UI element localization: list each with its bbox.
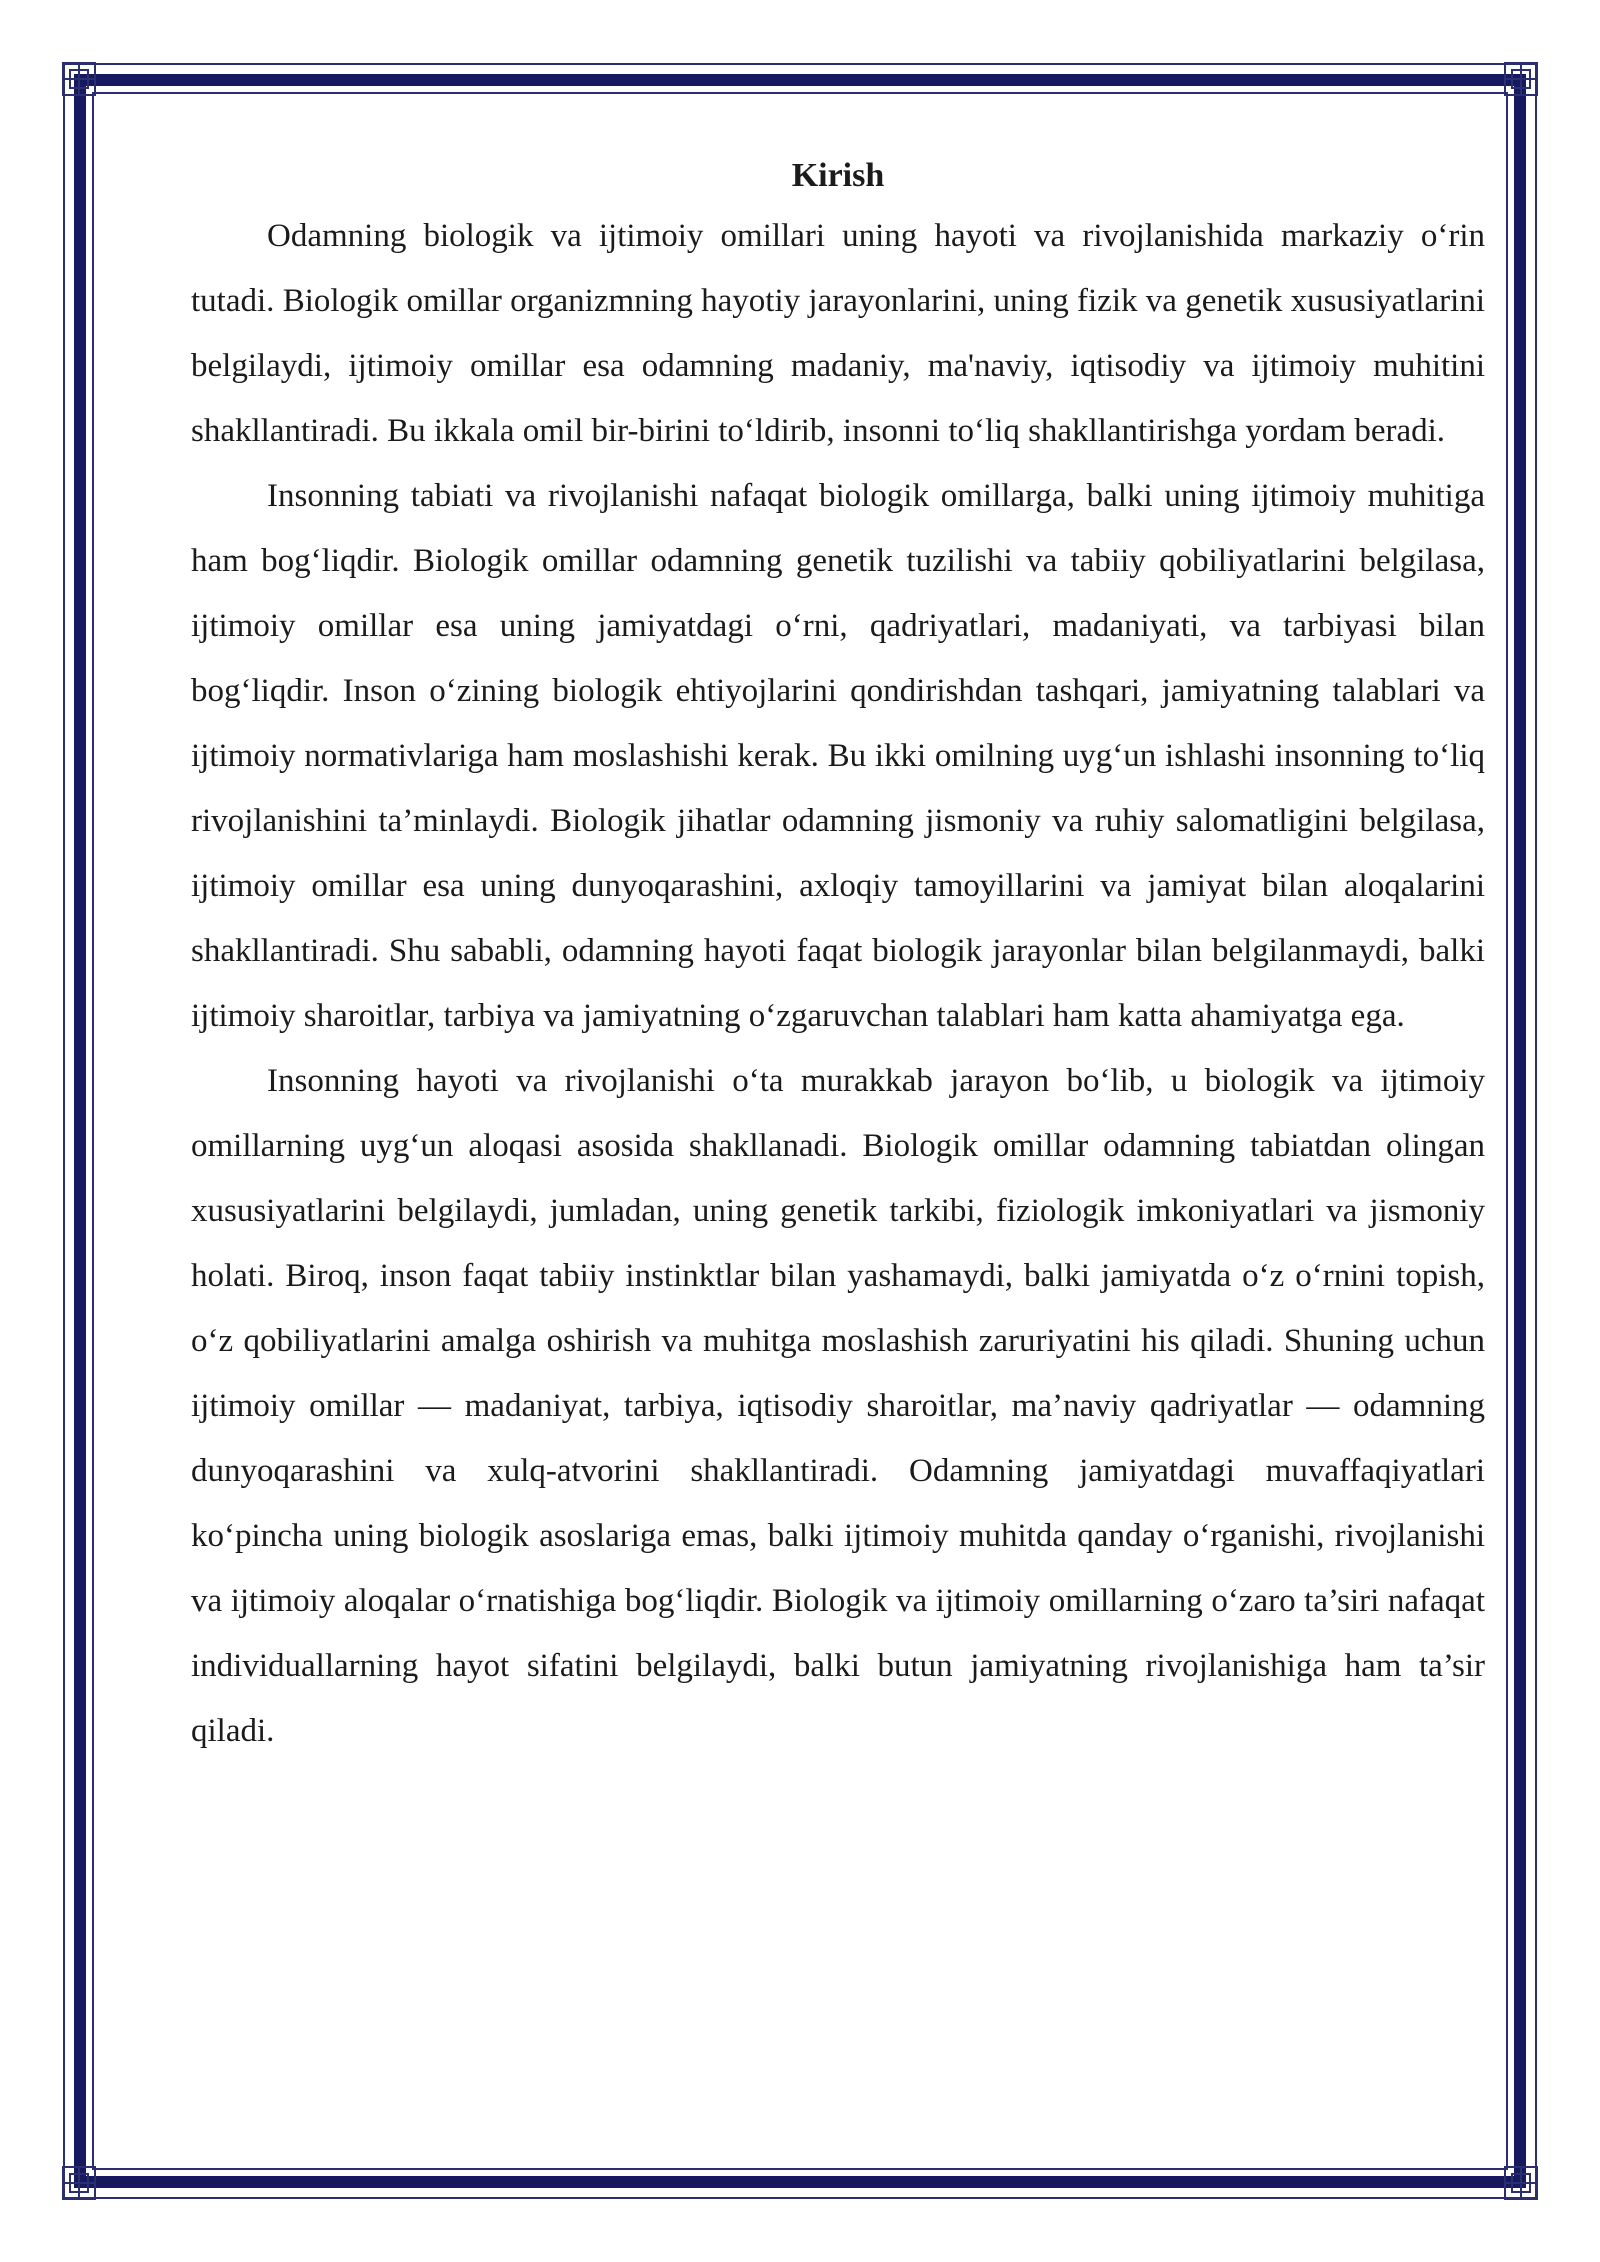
paragraph-2: Insonning tabiati va rivojlanishi nafaqat biologik omillarga, balki uning ijtimoiy muhitiga ham bog‘liqdir. Biologik omillar odamning genetik tuzilishi va tabiiy qobiliyatlarini belgilasa, ijtimoiy omillar esa uning jamiyatdagi o‘rni, qadriyatlari, madaniyati, va tarbiyasi bilan bog‘liqdir. Inson o‘zining biologik ehtiyojlarini qondirishdan tashqari, jamiyatning talablari va ijtimoiy normativlariga ham moslashishi kerak. Bu ikki omilning uyg‘un ishlashi insonning to‘liq rivojlanishini ta’minlaydi. Biologik jihatlar odamning jismoniy va ruhiy salomatligini belgilasa, ijtimoiy omillar esa uning dunyoqarashini, axloqiy tamoyillarini va jamiyat bilan aloqalarini shakllantiradi. Shu sababli, odamning hayoti faqat biologik jarayonlar bilan belgilanmaydi, balki ijtimoiy sharoitlar, tarbiya va jamiyatning o‘zgaruvchan talablari ham katta ahamiyatga ega. [191,478,1485,1034]
paragraph-1: Odamning biologik va ijtimoiy omillari uning hayoti va rivojlanishida markaziy o‘rin tutadi. Biologik omillar organizmning hayotiy jarayonlarini, uning fizik va genetik xususiyatlarini belgilaydi, ijtimoiy omillar esa odamning madaniy, ma'naviy, iqtisodiy va ijtimoiy muhitini shakllantiradi. Bu ikkala omil bir-birini to‘ldirib, insonni to‘liq shakllantirishga yordam beradi. [191,218,1485,449]
paragraph-3: Insonning hayoti va rivojlanishi o‘ta murakkab jarayon bo‘lib, u biologik va ijtimoiy omillarning uyg‘un aloqasi asosida shakllanadi. Biologik omillar odamning tabiatdan olingan xususiyatlarini belgilaydi, jumladan, uning genetik tarkibi, fiziologik imkoniyatlari va jismoniy holati. Biroq, inson faqat tabiiy instinktlar bilan yashamaydi, balki jamiyatda o‘z o‘rnini topish, o‘z qobiliyatlarini amalga oshirish va muhitga moslashish zaruriyatini his qiladi. Shuning uchun ijtimoiy omillar — madaniyat, tarbiya, iqtisodiy sharoitlar, ma’naviy qadriyatlar — odamning dunyoqarashini va xulq-atvorini shakllantiradi. Odamning jamiyatdagi muvaffaqiyatlari ko‘pincha uning biologik asoslariga emas, balki ijtimoiy muhitda qanday o‘rganishi, rivojlanishi va ijtimoiy aloqalar o‘rnatishiga bog‘liqdir. Biologik va ijtimoiy omillarning o‘zaro ta’siri nafaqat individuallarning hayot sifatini belgilaydi, balki butun jamiyatning rivojlanishiga ham ta’sir qiladi. [191,1063,1485,1749]
corner-ornament-top-right [1504,62,1538,96]
corner-ornament-top-left [62,62,96,96]
document-title: Kirish [791,157,885,194]
corner-ornament-bottom-left [62,2166,96,2200]
corner-ornament-bottom-right [1504,2166,1538,2200]
document-body [191,148,1485,1764]
